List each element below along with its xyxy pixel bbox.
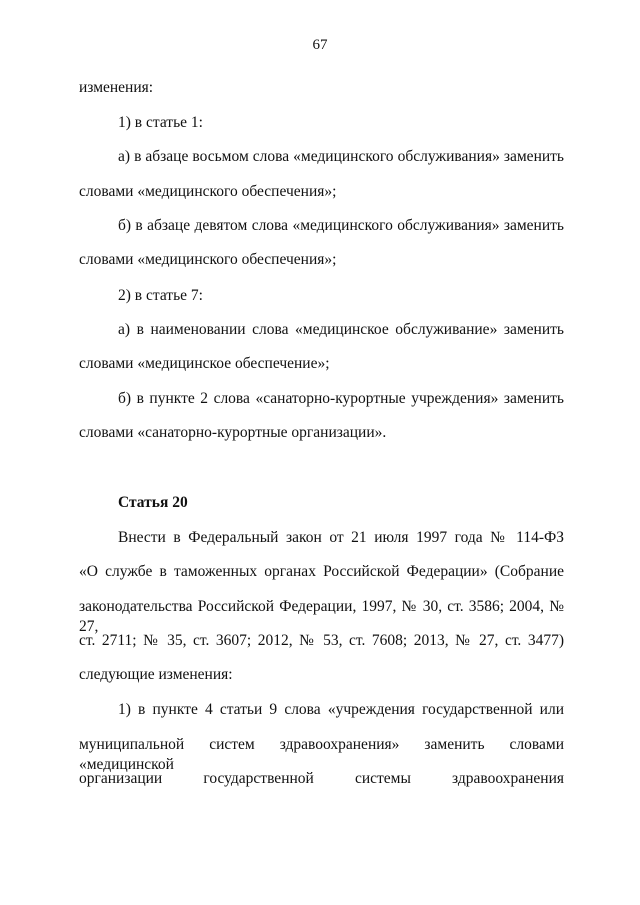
text-line: 1) в пункте 4 статьи 9 слова «учреждения государственной или <box>118 701 564 718</box>
article-heading: Статья 20 <box>118 494 188 511</box>
page-number: 67 <box>312 37 328 53</box>
text-line: б) в абзаце девятом слова «медицинского обслуживания» заменить <box>118 217 564 234</box>
text-line: следующие изменения: <box>79 666 233 683</box>
text-line: словами «санаторно-курортные организации». <box>79 424 387 441</box>
text-line: 2) в статье 7: <box>118 287 203 304</box>
text-line: 1) в статье 1: <box>118 114 203 131</box>
text-line: словами «медицинское обеспечение»; <box>79 355 330 372</box>
text-line: словами «медицинского обеспечения»; <box>79 251 337 268</box>
text-line: изменения: <box>79 79 154 96</box>
text-line: словами «медицинского обеспечения»; <box>79 183 337 200</box>
text-line: а) в абзаце восьмом слова «медицинского обслуживания» заменить <box>118 148 564 165</box>
text-line: законодательства Российской Федерации, 1997, № 30, ст. 3586; 2004, № 27, <box>79 598 564 635</box>
text-line: «О службе в таможенных органах Российской Федерации» (Собрание <box>79 563 564 580</box>
text-line: б) в пункте 2 слова «санаторно-курортные учреждения» заменить <box>118 390 564 407</box>
text-line: ст. 2711; № 35, ст. 3607; 2012, № 53, ст. 7608; 2013, № 27, ст. 3477) <box>79 632 564 649</box>
text-line: Внести в Федеральный закон от 21 июля 1997 года № 114-ФЗ <box>118 529 564 546</box>
text-line: организации государственной системы здравоохранения <box>79 770 564 787</box>
text-line: муниципальной систем здравоохранения» заменить словами «медицинской <box>79 736 564 773</box>
text-line: а) в наименовании слова «медицинское обслуживание» заменить <box>118 321 564 338</box>
